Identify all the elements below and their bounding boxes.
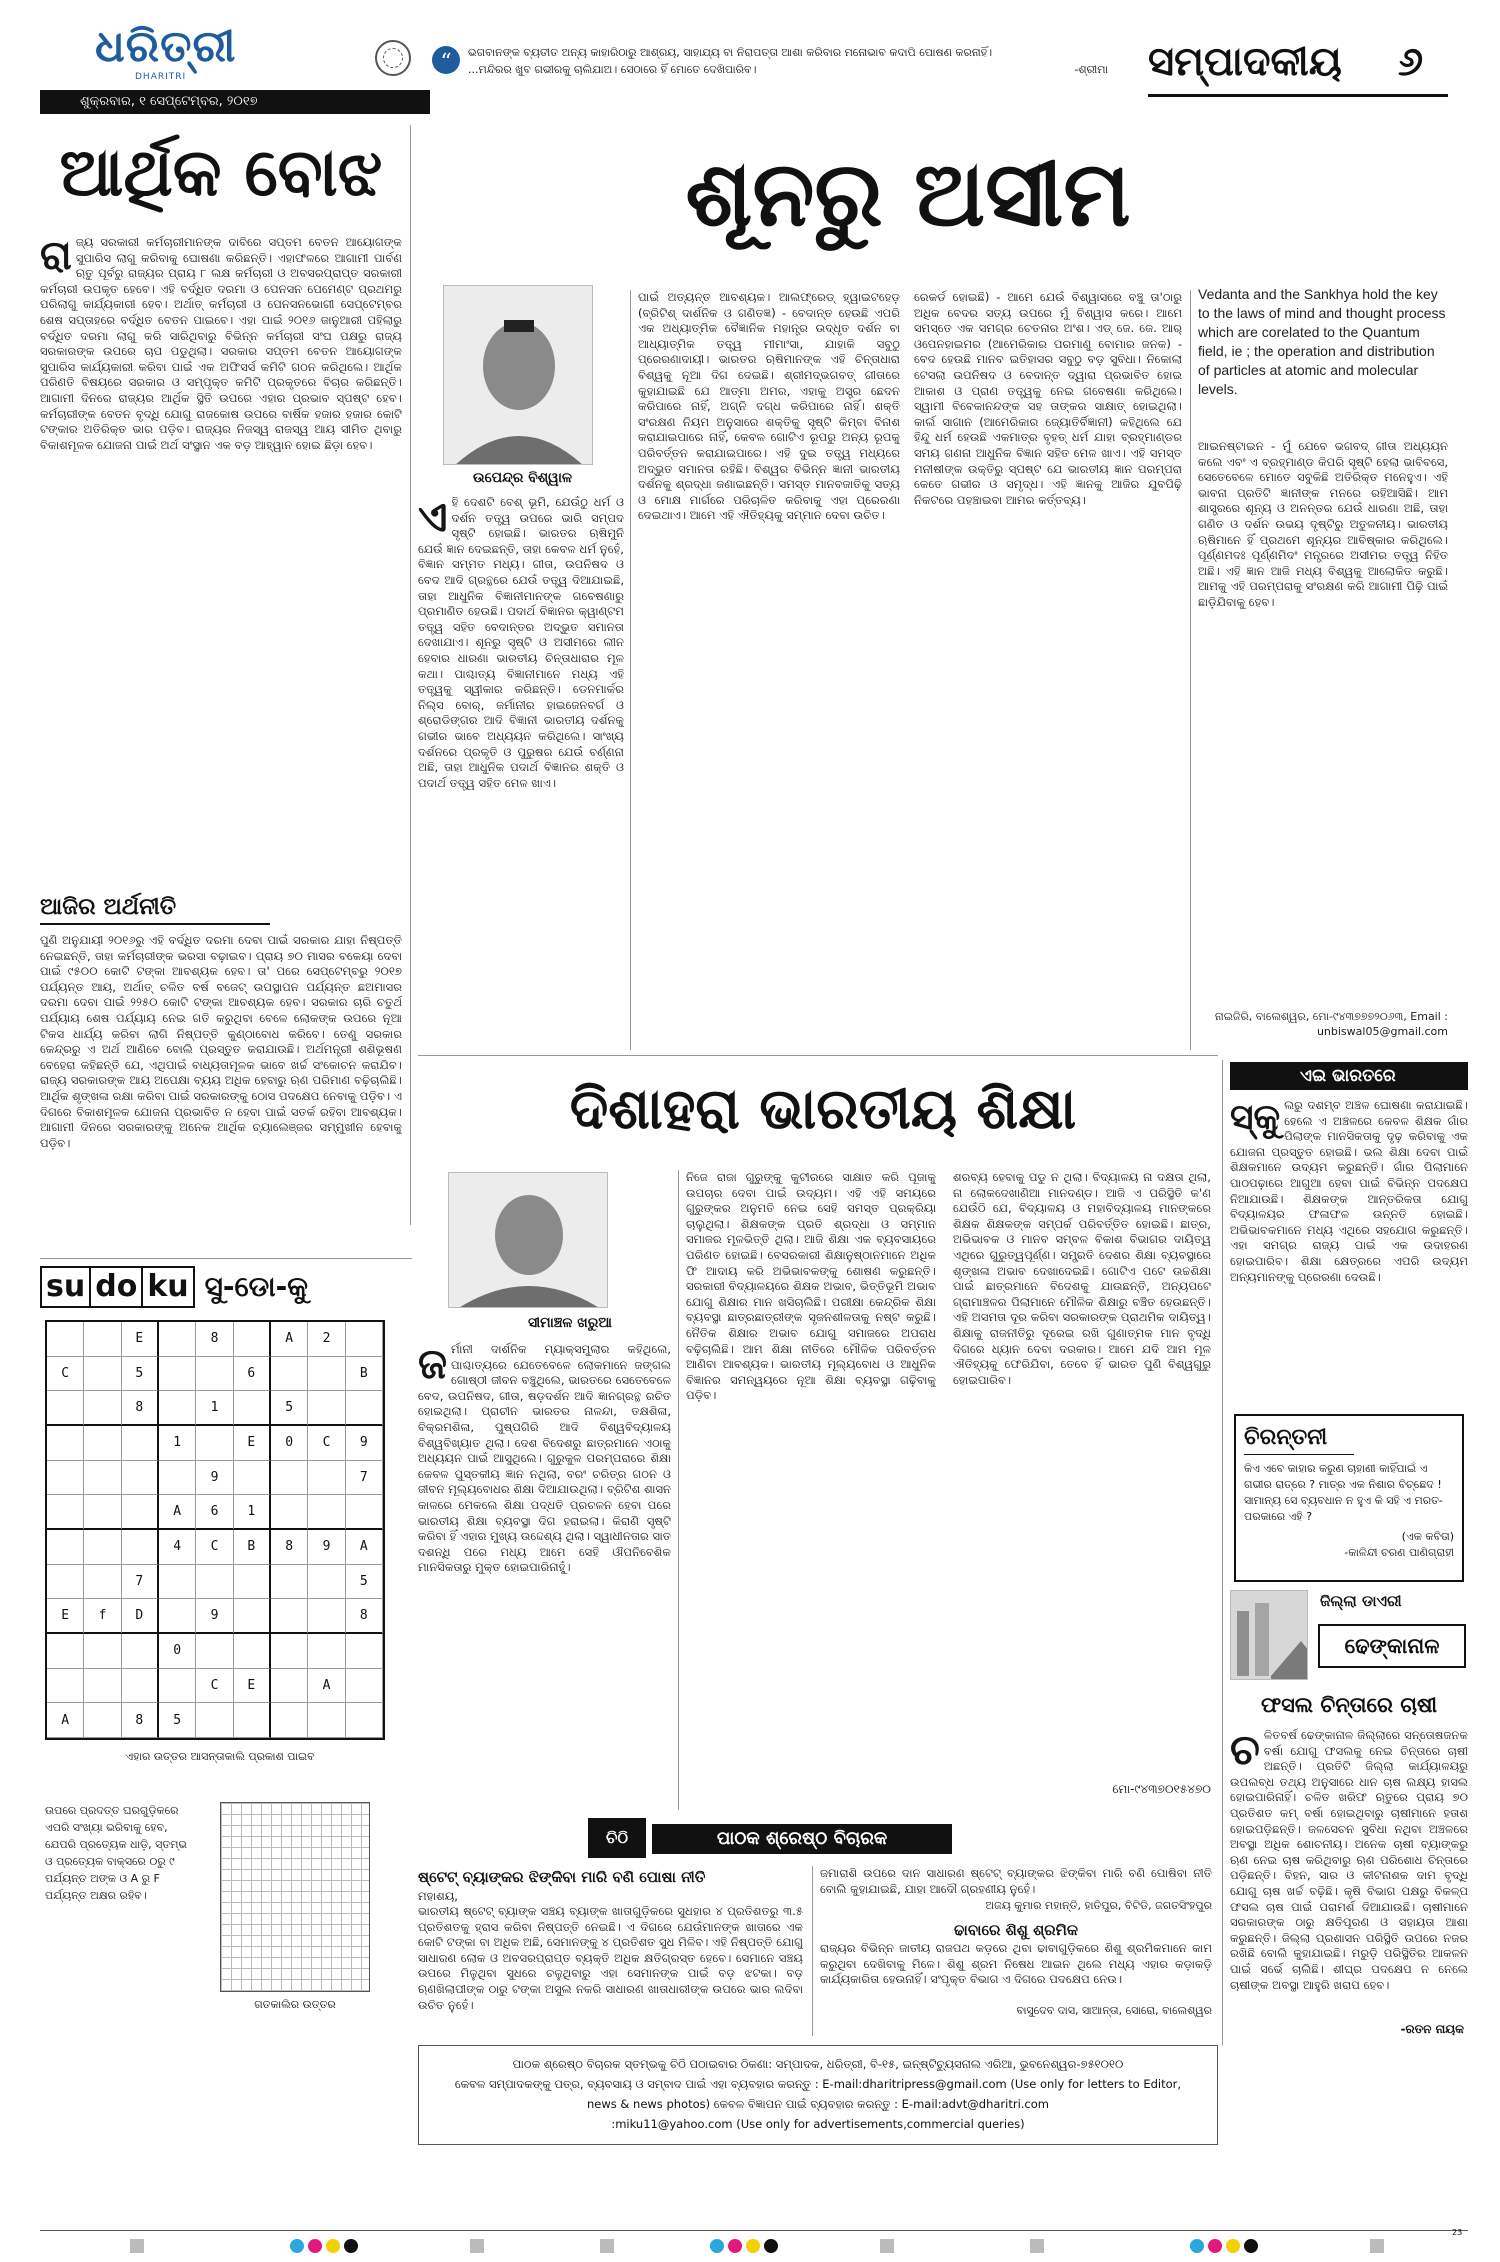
reader-letters-title: ପାଠକ ଶ୍ରେଷ୍ଠ ବିଚାରକ [652, 1824, 952, 1854]
daily-quote [468, 44, 1108, 78]
column-divider [1222, 1060, 1223, 2045]
article1-drop-cap: ଏ [418, 495, 448, 541]
sudoku-cell[interactable] [84, 1357, 121, 1392]
sudoku-cell[interactable] [196, 1426, 233, 1461]
section-underline [1148, 94, 1448, 97]
sudoku-cell[interactable]: 7 [122, 1565, 159, 1600]
sudoku-cell[interactable] [47, 1565, 84, 1600]
editorial [40, 125, 402, 1240]
sudoku-cell[interactable]: 1 [234, 1495, 271, 1530]
logo [95, 22, 285, 88]
logo-text: ଧରିତ୍ରୀ [95, 21, 237, 72]
sudoku-cell[interactable] [271, 1599, 308, 1634]
ei-bharatare-body: ଲରୁ ଦଶମ୍ବ ଅଞ୍ଚଳ ଘୋଷଣା କରାଯାଇଛି। ହେଲେ ଏ ଅଞ୍ଚଳରେ କେବଳ ଶିକ୍ଷକ ଗାଁର ପିଲାଙ୍କ ମାନସିକତାକୁ ଦୃଢ଼ କରିବାକୁ ଏକ ଯୋଜନା ପ୍ରସ୍ତୁତ ହୋଇଛି। ଭଲ ଶିକ୍ଷା ଦେବା ପାଇଁ ଶିକ୍ଷକମାନେ ଉଦ୍ୟମ କରୁଛନ୍ତି। ଗାଁର ପିଲାମାନେ ପାଠପଢ଼ାରେ ଆଗୁଆ ହେବା ପାଇଁ ବିଭିନ୍ନ ପଦକ୍ଷେପ ନିଆଯାଉଛି। ଶିକ୍ଷକଙ୍କ ଆନ୍ତରିକତା ଯୋଗୁ ବିଦ୍ୟାଳୟର ଫଳାଫଳ ଉନ୍ନତି ହୋଇଛି। ଅଭିଭାବକମାନେ ମଧ୍ୟ ଏଥିରେ ସହଯୋଗ କରୁଛନ୍ତି। ଏହା ସମଗ୍ର ରାଜ୍ୟ ପାଇଁ ଏକ ଉଦାହରଣ ହୋଇପାରିବ। ଶିକ୍ଷା କ୍ଷେତ୍ରରେ ଏପରି ଉଦ୍ୟମ ଅନ୍ୟମାନଙ୍କୁ ପ୍ରେରଣା ଦେଉଛି। [1230, 1098, 1468, 1284]
article2-col2: ନିଜେ ରାଜା ଗୁରୁଙ୍କୁ କୁଟୀରରେ ସାକ୍ଷାତ କରି ପୂଜାକୁ ଉପଚାର ଦେବା ପାଇଁ ଉଦ୍ୟମ। ଏହି ଏହି ସମୟରେ ଗୁରୁଙ୍କର ଅନୁମତି ନେଇ ସେହି ସମସ୍ତ ପ୍ରକ୍ରିୟା ଚାଲୁଥିଲା। ଶିକ୍ଷକଙ୍କ ପ୍ରତି ଶ୍ରଦ୍ଧା ଓ ସମ୍ମାନ ସମାଜର ମୂଳଭିତ୍ତି ଥିଲା। ଆଜି ଶିକ୍ଷା ଏକ ବ୍ୟବସାୟରେ ପରିଣତ ହୋଇଛି। ବେସରକାରୀ ଶିକ୍ଷାନୁଷ୍ଠାନମାନେ ଅଧିକ ଫି ଆଦାୟ କରି ଅଭିଭାବକଙ୍କୁ ଶୋଷଣ କରୁଛନ୍ତି। ସରକାରୀ ବିଦ୍ୟାଳୟରେ ଶିକ୍ଷକ ଅଭାବ, ଭିତ୍ତିଭୂମି ଅଭାବ ଯୋଗୁ ଶିକ୍ଷାର ମାନ ଖସିଚାଲିଛି। ପରୀକ୍ଷା କେନ୍ଦ୍ରିକ ଶିକ୍ଷା ବ୍ୟବସ୍ଥା ଛାତ୍ରଛାତ୍ରୀଙ୍କ ସୃଜନଶୀଳତାକୁ ନଷ୍ଟ କରୁଛି। ନୈତିକ ଶିକ୍ଷାର ଅଭାବ ଯୋଗୁ ସମାଜରେ ଅପରାଧ ବଢ଼ିଚାଲିଛି। ଆମ ଶିକ୍ଷା ନୀତିରେ ମୌଳିକ ପରିବର୍ତ୍ତନ ଆଣିବା ଆବଶ୍ୟକ। ଭାରତୀୟ ମୂଲ୍ୟବୋଧ ଓ ଆଧୁନିକ ବିଜ୍ଞାନର ସମନ୍ୱୟରେ ନୂଆ ଶିକ୍ଷା ବ୍ୟବସ୍ଥା ଗଢ଼ିବାକୁ ପଡ଼ିବ। [686, 1170, 936, 1403]
zilla-drop-cap: ଚ [1230, 1728, 1260, 1774]
sudoku-cell[interactable] [47, 1634, 84, 1669]
column-divider [630, 290, 631, 1050]
sudoku-cell[interactable]: 5 [159, 1703, 196, 1738]
sudoku-cell[interactable] [346, 1634, 383, 1669]
print-registration-marks [0, 2228, 1500, 2262]
letter1-body: ଭାରତୀୟ ଷ୍ଟେଟ୍ ବ୍ୟାଙ୍କ ସଞ୍ଚୟ ବ୍ୟାଙ୍କ ଖାତାଗୁଡ଼ିକରେ ସୁଧହାର ୪ ପ୍ରତିଶତରୁ ୩.୫ ପ୍ରତିଶତକୁ ହ୍ରାସ କରିବା ନିଷ୍ପତ୍ତି ନେଇଛି। ଏ ଦିଗରେ ଯେଉଁମାନଙ୍କ ଖାତାରେ ଏକ କୋଟି ଟଙ୍କା ବା ଅଧିକ ଅଛି, ସେମାନଙ୍କୁ ୪ ପ୍ରତିଶତ ସୁଧ ମିଳିବ। ଏହି ନିଷ୍ପତ୍ତି ଯୋଗୁ ସାଧାରଣ ଲୋକ ଓ ଅବସରପ୍ରାପ୍ତ ବ୍ୟକ୍ତି ଅଧିକ କ୍ଷତିଗ୍ରସ୍ତ ହେବେ। ସେମାନେ ସଞ୍ଚୟ ଉପରେ ମିଳୁଥିବା ସୁଧରେ ଚଳୁଥିବାରୁ ଏହା ସେମାନଙ୍କ ପାଇଁ ବଡ଼ ଝଟକା। ବଡ଼ ଋଣଖିଲାପୀଙ୍କ ଠାରୁ ଟଙ୍କା ଅସୁଲ ନକରି ସାଧାରଣ ଖାତାଧାରୀଙ୍କ ଉପରେ ଭାର ଲଦିବା ଉଚିତ ନୁହେଁ। [418, 1904, 803, 2012]
sudoku-cell[interactable] [84, 1391, 121, 1426]
article-shunaru-asima [418, 125, 1468, 1060]
editorial-body-2: ପୁଣି ଅନୁଯାୟୀ ୨୦୧୬ରୁ ଏହି ବର୍ଦ୍ଧିତ ଦରମା ଦେବା ପାଇଁ ସରକାର ଯାହା ନିଷ୍ପତ୍ତି ନେଇଛନ୍ତି, ତାହା କର୍ମଚାରୀଙ୍କ ଭରସା ବଢ଼ାଇବ। ପ୍ରାୟ ୭୦ ମାସର ବକେୟା ଦେବା ପାଇଁ ୯୫୦୦ କୋଟି ଟଙ୍କା ଆବଶ୍ୟକ ହେବ। ତା' ପରେ ସେପ୍ଟେମ୍ବରୁ ୨୦୧୭ ପର୍ଯ୍ୟନ୍ତ ଆୟ, ଅର୍ଥାତ୍ ଚଳିତ ବର୍ଷ ବଜେଟ୍ ଉପସ୍ଥାପନ ପର୍ଯ୍ୟନ୍ତ ଛଅମାସର ଦରମା ଦେବା ପାଇଁ ୨୨୫୦ କୋଟି ଟଙ୍କା ଆବଶ୍ୟକ ହେବ। ସରକାର ଚାରି ଚତୁର୍ଥ ପର୍ଯ୍ୟାୟ ଶେଷ ପର୍ଯ୍ୟାୟ ନେଇ ଗତି କରୁଥିବା ବେଳେ ଲୋକଙ୍କ ଉପରେ ନୂଆ ଟିକସ ଧାର୍ଯ୍ୟ କରିବା ଲାଗି ନିଷ୍ପତ୍ତି କୁଣ୍ଠାବୋଧ କରିବେ। ତେଣୁ ସରକାର କେନ୍ଦ୍ରରୁ ଏ ଅର୍ଥ ଆଣିବେ ବୋଲି ପ୍ରସ୍ତୁତ କରାଯାଉଛି। ଅର୍ଥମନ୍ତ୍ରୀ ଶଶିଭୂଷଣ ବେହେରା କହିଛନ୍ତି ଯେ, ଏଥିପାଇଁ ବାଧ୍ୟତାମୂଳକ ଭାବେ ଖର୍ଚ୍ଚ ସଂକୋଚନ କରାଯିବ। ରାଜ୍ୟ ସରକାରଙ୍କ ଆୟ ଅପେକ୍ଷା ବ୍ୟୟ ଅଧିକ ହେବାରୁ ଋଣ ପରିମାଣ ବଢ଼ିଚାଲିଛି। ଆର୍ଥିକ ଶୃଙ୍ଖଳା ରକ୍ଷା କରିବା ପାଇଁ ସରକାରଙ୍କୁ ଠୋସ ପଦକ୍ଷେପ ନେବାକୁ ପଡ଼ିବ। ଏ ଦିଗରେ ବିକାଶମୂଳକ ଯୋଜନା ପ୍ରଭାବିତ ନ ହେବା ପାଇଁ ସତର୍କ ରହିବା ଆବଶ୍ୟକ। ଆଗାମୀ ଦିନରେ ସରକାରଙ୍କୁ ଅନେକ ଆର୍ଥିକ ଚ୍ୟାଲେଞ୍ଜର ସମ୍ମୁଖୀନ ହେବାକୁ ପଡ଼ିବ। [40, 933, 402, 1150]
letter2-title: ଢାବାରେ ଶିଶୁ ଶ୍ରମିକ [954, 1921, 1078, 1939]
sudoku-cell[interactable] [159, 1599, 196, 1634]
sudoku-cell[interactable] [271, 1669, 308, 1704]
chirantani-title: ଚିରନ୍ତନୀ [1244, 1422, 1354, 1455]
sudoku-cell[interactable] [271, 1565, 308, 1600]
sudoku-cell[interactable] [234, 1565, 271, 1600]
article1-byline: ଉପେନ୍ଦ୍ର ବିଶ୍ୱାଳ [473, 470, 573, 486]
sudoku-cell[interactable]: B [234, 1530, 271, 1565]
sudoku-cell[interactable]: E [122, 1322, 159, 1357]
editorial-body: ଜ୍ୟ ସରକାରୀ କର୍ମଚାରୀମାନଙ୍କ ଦାବିରେ ସପ୍ତମ ବେତନ ଆୟୋଗଙ୍କ ସୁପାରିସ ଲାଗୁ କରିବାକୁ ଘୋଷଣା କରିଛନ୍ତି। ଏହାଫଳରେ ଆଗାମୀ ପାର୍ବଣ ଋତୁ ପୂର୍ବରୁ ରାଜ୍ୟର ପ୍ରାୟ ୮ ଲକ୍ଷ କର୍ମଚାରୀ ଓ ଅବସରପ୍ରାପ୍ତ ସରକାରୀ କର୍ମଚାରୀ ଉପକୃତ ହେବେ। ଏହି ବର୍ଦ୍ଧିତ ଦରମା ଓ ପେନସନ ପେମେଣ୍ଟ ପ୍ରଥମରୁ ପରିଲାଗୁ କାର୍ଯ୍ୟକାରୀ ହେବ। ଅର୍ଥାତ୍ କର୍ମଚାରୀ ଓ ପେନସନଭୋଗୀ ସେପ୍ଟେମ୍ବର ଶେଷ ସପ୍ତାହରେ ବର୍ଦ୍ଧିତ ବେତନ ପାଇବେ। ଏହା ପାଇଁ ୨୦୧୬ ଜାନୁଆରୀ ପହିଲାରୁ ବର୍ଦ୍ଧିତ ଦରମା ଲାଗୁ କରି ସାରିଥିବାରୁ ବିଭିନ୍ନ କର୍ମଚାରୀ ସଂଘ ପକ୍ଷରୁ ରାଜ୍ୟ ସରକାରଙ୍କ ଉପରେ ଚାପ ପଡୁଥିଲା। ସରକାର ସପ୍ତମ ବେତନ ଆୟୋଗଙ୍କ ସୁପାରିସ କାର୍ଯ୍ୟକାରୀ କରିବା ପାଇଁ ଏକ ଅଫିସର୍ସ କମିଟି ଗଠନ କରିଥିଲେ। ଆର୍ଥିକ ପରିଣତି ବିଷୟରେ ସରକାର ଓ ସମ୍ପୃକ୍ତ କମିଟି ପ୍ରକୃତରେ ବିଚାର କରିଛନ୍ତି। ଆଗାମୀ ଦିନରେ ରାଜ୍ୟର ଆର୍ଥିକ ସ୍ଥିତି ଉପରେ ଏହାର ପ୍ରଭାବ ସ୍ପଷ୍ଟ ହେବ। କର୍ମଚାରୀଙ୍କ ବେତନ ବୃଦ୍ଧି ଯୋଗୁ ରାଜକୋଷ ଉପରେ ବାର୍ଷିକ ହଜାର ହଜାର କୋଟି ଟଙ୍କାର ଅତିରିକ୍ତ ଭାର ପଡ଼ିବ। ରାଜ୍ୟର ନିଜସ୍ୱ ରାଜସ୍ୱ ଆୟ ସୀମିତ ଥିବାରୁ ବିକାଶମୂଳକ ଯୋଜନା ପାଇଁ ଅର୍ଥ ସଂସ୍ଥାନ ଏକ ବଡ଼ ଆହ୍ୱାନ ହୋଇ ଛିଡ଼ା ହେବ। [40, 235, 402, 452]
sudoku-cell[interactable] [346, 1391, 383, 1426]
section-title: ସମ୍ପାଦକୀୟ [1148, 39, 1342, 85]
sudoku-cell[interactable]: D [122, 1599, 159, 1634]
footer-line-3: news & news photos) କେବଳ ବିଜ୍ଞାପନ ପାଇଁ ବ୍ୟବହାର କରନ୍ତୁ : E-mail:advt@dharitri.com [587, 2097, 1049, 2111]
sudoku-cell[interactable] [47, 1669, 84, 1704]
sudoku-cell[interactable]: C [47, 1357, 84, 1392]
sudoku-cell[interactable] [84, 1530, 121, 1565]
district-name: ଢେଙ୍କାନାଳ [1318, 1624, 1466, 1668]
sudoku-cell[interactable] [47, 1495, 84, 1530]
sudoku-title [40, 1262, 412, 1312]
article2-footer: ମୋ-୯୪୩୭୦୧୫୪୭୦ [1112, 1782, 1211, 1796]
sudoku-cell[interactable]: A [159, 1495, 196, 1530]
sudoku-cell[interactable]: A [308, 1669, 345, 1704]
zilla-diary [1230, 1590, 1468, 2045]
sudoku-cell[interactable]: 9 [308, 1530, 345, 1565]
sudoku-cell[interactable]: B [346, 1357, 383, 1392]
sudoku-note: ଏହାର ଉତ୍ତର ଆସନ୍ତାକାଲି ପ୍ରକାଶ ପାଇବ [125, 1750, 315, 1763]
article2-col3: ଶରବ୍ୟ ହେବାକୁ ପଡୁ ନ ଥିଲା। ବିଦ୍ୟାଳୟ ନା ଦକ୍ଷତା ଥିଲା, ନା ଲୋକଦେଖାଣିଆ ମାନଦଣ୍ଡ। ଆଜି ଏ ପରିସ୍ଥିତି କ'ଣ ଯେଉଁଠି ଯେ, ବିଦ୍ୟାଳୟ ଓ ମହାବିଦ୍ୟାଳୟ ମାନଙ୍କରେ ଶିକ୍ଷକ ଶିକ୍ଷକଙ୍କ ସମ୍ପର୍କ ପରିବର୍ତ୍ତିତ ହୋଇଛି। ଛାତ୍ର, ଅଭିଭାବକ ଓ ମାନବ ସମ୍ବଳ ବିକାଶ ବିଭାଗର ଦାୟିତ୍ୱ ଏଥିରେ ଗୁରୁତ୍ୱପୂର୍ଣ୍ଣ। ସମ୍ପ୍ରତି ଦେଶର ଶିକ୍ଷା ବ୍ୟବସ୍ଥାରେ ଶୃଙ୍ଖଳା ଅଭାବ ଦେଖାଦେଇଛି। ଗୋଟିଏ ପଟେ ଉଚ୍ଚଶିକ୍ଷା ପାଇଁ ଛାତ୍ରମାନେ ବିଦେଶକୁ ଯାଉଛନ୍ତି, ଅନ୍ୟପଟେ ଗ୍ରାମାଞ୍ଚଳର ପିଲାମାନେ ମୌଳିକ ଶିକ୍ଷାରୁ ବଞ୍ଚିତ ହେଉଛନ୍ତି। ଏହି ଅସମତା ଦୂର କରିବା ସରକାରଙ୍କ ପ୍ରାଥମିକ ଦାୟିତ୍ୱ। ଶିକ୍ଷାକୁ ରାଜନୀତିରୁ ଦୂରେଇ ରଖି ଗୁଣାତ୍ମକ ମାନ ବୃଦ୍ଧି ଦିଗରେ ଧ୍ୟାନ ଦେବା ଦରକାର। ଆମେ ଯଦି ଆମ ମୂଳ ଐତିହ୍ୟକୁ ଫେରିଯିବା, ତେବେ ହିଁ ଭାରତ ପୁଣି ବିଶ୍ୱଗୁରୁ ହୋଇପାରିବ। [953, 1170, 1211, 1387]
sudoku-cell[interactable] [84, 1495, 121, 1530]
letter2-body: ରାଜ୍ୟର ବିଭିନ୍ନ ଜାତୀୟ ରାଜପଥ କଡ଼ରେ ଥିବା ଢାବାଗୁଡ଼ିକରେ ଶିଶୁ ଶ୍ରମିକମାନେ କାମ କରୁଥିବା ଦେଖିବାକୁ ମିଳେ। ଶିଶୁ ଶ୍ରମ ନିଷେଧ ଆଇନ ଥିଲେ ମଧ୍ୟ ଏହାର କଡ଼ାକଡ଼ି କାର୍ଯ୍ୟକାରିତା ହେଉନାହିଁ। ସଂପୃକ୍ତ ବିଭାଗ ଏ ଦିଗରେ ପଦକ୍ଷେପ ନେଉ। [820, 1941, 1212, 1987]
date-bar [40, 90, 430, 114]
sudoku-cell[interactable] [346, 1495, 383, 1530]
sudoku-cell[interactable] [196, 1565, 233, 1600]
sudoku-cell[interactable] [159, 1461, 196, 1496]
sudoku-cell[interactable]: 8 [346, 1599, 383, 1634]
sudoku-cell[interactable]: 7 [346, 1461, 383, 1496]
sudoku-cell[interactable] [196, 1634, 233, 1669]
article1-english-quote: Vedanta and the Sankhya hold the key to the laws of mind and thought process which are corelated to the Quantum field, ie ; the operation and distribution of particles at atomic and molecular levels. [1198, 286, 1446, 397]
sudoku-cell[interactable] [47, 1426, 84, 1461]
article1-col3: ରେକର୍ଡ ହୋଇଛି) - ଆମେ ଯେଉଁ ବିଶ୍ୱାସରେ ବଞ୍ଚୁ ତା'ଠାରୁ ଅଧିକ ବେଦର ସତ୍ୟ ଉପରେ ମୁଁ ବିଶ୍ୱାସ କରେ। ଆମେ ସମସ୍ତେ ଏକ ସମଗ୍ର ଚେତନାର ଅଂଶ। ଏଡ୍ ଜେ. ଜେ. ଆର୍ ଓପେନହାଇମର (ଆମେରିକାର ପରମାଣୁ ବୋମାର ଜନକ) - ବେଦ ହେଉଛି ମାନବ ଇତିହାସର ସବୁଠୁ ବଡ଼ ସୁବିଧା। ନିକୋଲା ଟେସଲା ଉପନିଷଦ ଓ ବେଦାନ୍ତ ଦ୍ୱାରା ପ୍ରଭାବିତ ହୋଇ ଆକାଶ ଓ ପ୍ରାଣ ତତ୍ତ୍ୱକୁ ନେଇ ଗବେଷଣା କରିଥିଲେ। ସ୍ୱାମୀ ବିବେକାନନ୍ଦଙ୍କ ସହ ତାଙ୍କର ସାକ୍ଷାତ୍ ହୋଇଥିଲା। କାର୍ଲ ସାଗାନ (ଆମେରିକାର ଜ୍ୟୋତିର୍ବିଜ୍ଞାନୀ) କହିଥିଲେ ଯେ ହିନ୍ଦୁ ଧର୍ମ ହେଉଛି ଏକମାତ୍ର ବୃହତ୍ ଧର୍ମ ଯାହା ବ୍ରହ୍ମାଣ୍ଡର ସମୟ ଗଣନା ଆଧୁନିକ ବିଜ୍ଞାନ ସହିତ ମେଳ ଖାଏ। ଏହି ସମସ୍ତ ମନୀଷୀଙ୍କ ଉକ୍ତିରୁ ସ୍ପଷ୍ଟ ଯେ ଭାରତୀୟ ଜ୍ଞାନ ପରମ୍ପରା କେତେ ଗଭୀର ଓ ସମୃଦ୍ଧ। ଏହି ଜ୍ଞାନକୁ ଆଜିର ଯୁବପିଢ଼ି ନିକଟରେ ପହଞ୍ଚାଇବା ଆମର କର୍ତ୍ତବ୍ୟ। [914, 290, 1182, 507]
sudoku-cell[interactable]: 1 [159, 1426, 196, 1461]
article2-byline: ସୀମାଞ୍ଚଳ ଖରୁଆ [528, 1315, 612, 1331]
sudoku-cell[interactable] [122, 1669, 159, 1704]
sudoku-cell[interactable]: A [47, 1703, 84, 1738]
sudoku-cell[interactable]: 6 [234, 1357, 271, 1392]
quote-line-1: ଭଗବାନଙ୍କ ବ୍ୟତୀତ ଅନ୍ୟ କାହାରିଠାରୁ ଆଶ୍ରୟ, ସାହାଯ୍ୟ ବା ନିରାପତ୍ତା ଆଶା କରିବାର ମନୋଭାବ କଦାପି ପୋଷଣ କରନାହିଁ। [468, 46, 993, 59]
sudoku-cell[interactable] [234, 1391, 271, 1426]
bottom-rule [40, 2230, 1468, 2231]
letter1-title: ଷ୍ଟେଟ୍ ବ୍ୟାଙ୍କର ଝିଙ୍କିବା ମାରି ବଣି ପୋଷା ନୀତି [418, 1868, 706, 1886]
sudoku-cell[interactable]: 9 [196, 1599, 233, 1634]
sudoku-cell[interactable] [47, 1322, 84, 1357]
article2-col1: ର୍ମାନୀ ଦାର୍ଶନିକ ମ୍ୟାକ୍ସମୁଲାର କହିଥିଲେ, ପାଶ୍ଚାତ୍ୟରେ ଯେତେବେଳେ ଲୋକମାନେ ଜଙ୍ଗଲ ଗୋଷ୍ଠୀ ଜୀବନ ବଞ୍ଚୁଥିଲେ, ଭାରତରେ ସେତେବେଳେ ବେଦ, ଉପନିଷଦ, ଗୀତା, ଷଡ଼ଦର୍ଶନ ଆଦି ଜ୍ଞାନଗ୍ରନ୍ଥ ରଚିତ ହୋଇଥିଲା। ପ୍ରାଚୀନ ଭାରତର ନାଳନ୍ଦା, ତକ୍ଷଶିଳା, ବିକ୍ରମଶିଳା, ପୁଷ୍ପଗିରି ଆଦି ବିଶ୍ୱବିଦ୍ୟାଳୟ ବିଶ୍ୱବିଖ୍ୟାତ ଥିଲା। ଦେଶ ବିଦେଶରୁ ଛାତ୍ରମାନେ ଏଠାକୁ ଅଧ୍ୟୟନ ପାଇଁ ଆସୁଥିଲେ। ଗୁରୁକୁଳ ପରମ୍ପରାରେ ଶିକ୍ଷା କେବଳ ପୁସ୍ତକୀୟ ଜ୍ଞାନ ନଥିଲା, ବରଂ ଚରିତ୍ର ଗଠନ ଓ ଜୀବନ ମୂଲ୍ୟବୋଧର ଶିକ୍ଷା ଦିଆଯାଉଥିଲା। ବ୍ରିଟିଶ ଶାସନ କାଳରେ ମେକଲେ ଶିକ୍ଷା ପଦ୍ଧତି ପ୍ରଚଳନ ହେବା ପରେ ଭାରତୀୟ ଶିକ୍ଷା ବ୍ୟବସ୍ଥା ଦିଗ ହରାଇଲା। କିରାଣି ସୃଷ୍ଟି କରିବା ହିଁ ଏହାର ମୁଖ୍ୟ ଉଦ୍ଦେଶ୍ୟ ଥିଲା। ସ୍ୱାଧୀନତାର ସାତ ଦଶନ୍ଧି ପରେ ମଧ୍ୟ ଆମେ ସେହି ଔପନିବେଶିକ ମାନସିକତାରୁ ମୁକ୍ତ ହୋଇପାରିନାହୁଁ। [418, 1342, 671, 1575]
zilla-diary-label: ଜିଲ୍ଲା ଡାଏରୀ [1320, 1592, 1402, 1610]
sudoku-cell[interactable] [308, 1391, 345, 1426]
column-divider [678, 1170, 679, 1810]
sudoku-cell[interactable]: 6 [196, 1495, 233, 1530]
sudoku-cell[interactable] [346, 1322, 383, 1357]
column-divider [812, 1866, 813, 2036]
ei-bharatare-title: ଏଇ ଭାରତରେ [1230, 1062, 1468, 1090]
sudoku-cell[interactable] [308, 1565, 345, 1600]
sudoku-cell[interactable] [84, 1461, 121, 1496]
sudoku-cell[interactable] [84, 1634, 121, 1669]
sudoku-cell[interactable] [234, 1634, 271, 1669]
sudoku-cell[interactable] [84, 1322, 121, 1357]
chirantani [1234, 1414, 1464, 1582]
sudoku-cell[interactable] [122, 1426, 159, 1461]
zilla-headline: ଫସଲ ଚିନ୍ତାରେ ଚାଷୀ [1260, 1693, 1438, 1717]
letter-icon: ଚିଠି [588, 1818, 646, 1858]
zilla-author: -ରତନ ନାୟକ [1400, 2022, 1464, 2036]
sudoku-cell[interactable]: 8 [271, 1530, 308, 1565]
quote-line-2: ...ମନ୍ଦିରର ଖୁବ ଗଭୀରକୁ ଚାଲିଯାଅ। ସେଠାରେ ହିଁ ମୋତେ ଦେଖିପାରିବ। [468, 63, 757, 76]
district-photo [1230, 1590, 1308, 1680]
column-divider [1190, 290, 1191, 1050]
sudoku-cell[interactable] [84, 1703, 121, 1738]
sudoku-cell[interactable] [159, 1565, 196, 1600]
editorial-subtitle: ଆଜିର ଅର୍ଥନୀତି [40, 891, 270, 925]
sudoku-cell[interactable]: 4 [159, 1530, 196, 1565]
sudoku-odia-title: ସୁ-ଡୋ-କୁ [204, 1270, 308, 1303]
article-dishahara-shiksha [418, 1060, 1213, 1810]
sudoku-cell[interactable]: C [196, 1530, 233, 1565]
sudoku-title-ku: ku [143, 1266, 194, 1308]
date-text: ଶୁକ୍ରବାର, ୧ ସେପ୍ଟେମ୍ବର, ୨୦୧୭ [80, 94, 258, 109]
column-divider [410, 125, 411, 1225]
sudoku-title-su: su [40, 1266, 91, 1308]
author-photo [443, 285, 593, 465]
article1-col1: ହି ଦେଶଟି ବେଶ୍ ଭୂମି, ଯେଉଁଠୁ ଧର୍ମ ଓ ଦର୍ଶନ ତତ୍ତ୍ୱ ଉପରେ ଭାରି ସମ୍ପଦ ସୃଷ୍ଟି ହୋଇଛି। ଭାରତର ଋଷିମୁନି ଯେଉଁ ଜ୍ଞାନ ଦେଇଛନ୍ତି, ତାହା କେବଳ ଧର୍ମ ନୁହେଁ, ବିଜ୍ଞାନ ସମ୍ମତ ମଧ୍ୟ। ଗୀତା, ଉପନିଷଦ ଓ ବେଦ ଆଦି ଗ୍ରନ୍ଥରେ ଯେଉଁ ତତ୍ତ୍ୱ ଦିଆଯାଇଛି, ତାହା ଆଧୁନିକ ବିଜ୍ଞାନୀମାନଙ୍କ ଗବେଷଣାରୁ ପ୍ରମାଣିତ ହେଉଛି। ପଦାର୍ଥ ବିଜ୍ଞାନର କ୍ୱାଣ୍ଟମ ତତ୍ତ୍ୱ ସହିତ ବେଦାନ୍ତର ଅଦ୍ଭୁତ ସମାନତା ଦେଖାଯାଏ। ଶୂନରୁ ସୃଷ୍ଟି ଓ ଅସୀମରେ ଲୀନ ହେବାର ଧାରଣା ଭାରତୀୟ ଚିନ୍ତାଧାରାର ମୂଳ କଥା। ପାଶ୍ଚାତ୍ୟ ବିଜ୍ଞାନୀମାନେ ମଧ୍ୟ ଏହି ତତ୍ତ୍ୱକୁ ସ୍ୱୀକାର କରିଛନ୍ତି। ଡେନମାର୍କର ନିଲ୍ସ ବୋର୍, ଜର୍ମାନୀର ହାଇଜେନବର୍ଗ ଓ ଶ୍ରୋଡିଙ୍ଗର ଆଦି ବିଜ୍ଞାନୀ ଭାରତୀୟ ଦର୍ଶନକୁ ଗଭୀର ଭାବେ ଅଧ୍ୟୟନ କରିଥିଲେ। ସାଂଖ୍ୟ ଦର୍ଶନରେ ପ୍ରକୃତି ଓ ପୁରୁଷର ଯେଉଁ ବର୍ଣ୍ଣନା ଅଛି, ତାହା ଆଧୁନିକ ପଦାର୍ଥ ବିଜ୍ଞାନର ଶକ୍ତି ଓ ପଦାର୍ଥ ତତ୍ତ୍ୱ ସହିତ ମେଳ ଖାଏ। [418, 495, 624, 790]
emblem-icon [375, 40, 411, 76]
sudoku [40, 1262, 412, 2042]
sudoku-cell[interactable] [84, 1565, 121, 1600]
sudoku-cell[interactable] [308, 1357, 345, 1392]
sudoku-cell[interactable]: 9 [196, 1461, 233, 1496]
sudoku-cell[interactable] [122, 1634, 159, 1669]
sudoku-cell[interactable] [159, 1357, 196, 1392]
chirantani-text: କିଏ ଏବେ କାହାର କରୁଣ ଚାହାଣୀ କାହିଁପାଇଁ ଏ ଗଭୀର ରାତ୍ରେ ? ମାତ୍ର ଏକ ନିଶାର ବିଚ୍ଛେଦ ! ସାମାନ୍ୟ ସେ ବ୍ୟବଧାନ ନ ହୁଏ କି ସହି ଏ ମରତ-ପରକାରେ ଏହି ? [1244, 1462, 1443, 1523]
sudoku-cell[interactable] [196, 1357, 233, 1392]
section-divider [40, 1258, 412, 1259]
letter1-signer: ଅଜୟ କୁମାର ମହାନ୍ତି, ହାତିପୁର, ବିଟିଡି, ଜଗତସିଂହପୁର [985, 1899, 1212, 1912]
logo-subtitle: DHARITRI [135, 72, 187, 82]
sudoku-cell[interactable]: f [84, 1599, 121, 1634]
chirantani-poet: -କାଳିନ୍ଦୀ ଚରଣ ପାଣିଗ୍ରାହୀ [1344, 1546, 1454, 1559]
section-divider [418, 1055, 1218, 1056]
sudoku-cell[interactable] [122, 1461, 159, 1496]
reader-letters [418, 1818, 1216, 2038]
sudoku-answer-grid [220, 1802, 370, 1992]
sudoku-cell[interactable]: 5 [122, 1357, 159, 1392]
sudoku-cell[interactable] [84, 1426, 121, 1461]
sudoku-cell[interactable] [271, 1357, 308, 1392]
sudoku-cell[interactable]: 8 [196, 1322, 233, 1357]
footer-line-1: ପାଠକ ଶ୍ରେଷ୍ଠ ବିଚାରକ ସ୍ତମ୍ଭକୁ ଚିଠି ପଠାଇବାର ଠିକଣା: ସମ୍ପାଦକ, ଧରିତ୍ରୀ, ବି-୧୫, ଇନ୍ଷ୍ଟିଚ୍ୟୁସନାଲ ଏରିଆ, ଭୁବନେଶ୍ୱର-୭୫୧୦୧୦ [512, 2057, 1124, 2071]
sudoku-cell[interactable]: 8 [122, 1391, 159, 1426]
sudoku-cell[interactable]: C [308, 1426, 345, 1461]
sudoku-answer-label: ଗତକାଲିର ଉତ୍ତର [254, 1998, 336, 2011]
sudoku-cell[interactable] [271, 1634, 308, 1669]
sudoku-cell[interactable] [84, 1669, 121, 1704]
sudoku-cell[interactable] [308, 1599, 345, 1634]
print-page-number: 23 [1452, 2228, 1463, 2237]
sudoku-cell[interactable]: 5 [271, 1391, 308, 1426]
sudoku-cell[interactable] [234, 1599, 271, 1634]
article1-title: ଶୂନରୁ ଅସୀମ [685, 142, 1131, 247]
editorial-title: ଆର୍ଥିକ ବୋଝ [59, 134, 383, 211]
sudoku-title-do: do [91, 1266, 143, 1308]
sudoku-cell[interactable] [308, 1461, 345, 1496]
sudoku-cell[interactable] [308, 1703, 345, 1738]
sudoku-cell[interactable]: 1 [196, 1391, 233, 1426]
sudoku-cell[interactable]: A [271, 1322, 308, 1357]
sudoku-cell[interactable] [122, 1495, 159, 1530]
sudoku-cell[interactable] [346, 1703, 383, 1738]
sudoku-cell[interactable]: 5 [346, 1565, 383, 1600]
sudoku-cell[interactable] [159, 1322, 196, 1357]
sudoku-cell[interactable] [196, 1703, 233, 1738]
sudoku-cell[interactable]: E [234, 1426, 271, 1461]
sudoku-grid [45, 1320, 385, 1740]
sudoku-cell[interactable] [234, 1322, 271, 1357]
article2-drop-cap: ଜ [418, 1342, 448, 1388]
sudoku-cell[interactable] [346, 1669, 383, 1704]
editorial-drop-cap: ରା [40, 235, 72, 279]
sudoku-cell[interactable]: 0 [159, 1634, 196, 1669]
sudoku-cell[interactable]: E [47, 1599, 84, 1634]
letter1-continued: ଜମାରାଶି ଉପରେ ଦାନ ସାଧାରଣ ଷ୍ଟେଟ୍ ବ୍ୟାଙ୍କର ଝିଙ୍କିବା ମାରି ବଣି ପୋଷିବା ନୀତି ବୋଲି କୁହାଯାଇଛି, ଯାହା ଆଦୌ ଗ୍ରହଣୀୟ ନୁହେଁ। [820, 1866, 1212, 1896]
article1-col4: ଆଇନଷ୍ଟାଇନ - ମୁଁ ଯେବେ ଭଗବଦ୍ ଗୀତା ଅଧ୍ୟୟନ କଲେ ଏବଂ ଏ ବ୍ରହ୍ମାଣ୍ଡ କିପରି ସୃଷ୍ଟି ହେଲା ଭାବିବସେ, ସେତେବେଳେ ମୋତେ ସବୁକିଛି ଅତିରିକ୍ତ ମନେହୁଏ। ଏହି ଭାବନା ପ୍ରତିଟି ଜ୍ଞାନୀଙ୍କ ମନରେ ରହିଆସିଛି। ଆମ ଶାସ୍ତ୍ରରେ ଶୂନ୍ୟ ଓ ଅନନ୍ତର ଯେଉଁ ଧାରଣା ଅଛି, ତାହା ଗଣିତ ଓ ଦର୍ଶନ ଉଭୟ ଦୃଷ୍ଟିରୁ ଅତୁଳନୀୟ। ଭାରତୀୟ ଋଷିମାନେ ହିଁ ପ୍ରଥମେ ଶୂନ୍ୟର ଆବିଷ୍କାର କରିଥିଲେ। ପୂର୍ଣ୍ଣମଦଃ ପୂର୍ଣ୍ଣମିଦଂ ମନ୍ତ୍ରରେ ଅସୀମର ତତ୍ତ୍ୱ ନିହିତ ଅଛି। ଏହି ଜ୍ଞାନ ଆଜି ମଧ୍ୟ ବିଶ୍ୱକୁ ଆଲୋକିତ କରୁଛି। ଆମକୁ ଏହି ପରମ୍ପରାକୁ ସଂରକ୍ଷଣ କରି ଆଗାମୀ ପିଢ଼ି ପାଇଁ ଛାଡ଼ିଯିବାକୁ ହେବ। [1198, 439, 1448, 609]
sudoku-cell[interactable]: 0 [271, 1426, 308, 1461]
sudoku-cell[interactable]: 2 [308, 1322, 345, 1357]
reader-letters-header [588, 1818, 1068, 1858]
sudoku-instructions: ଉପରେ ପ୍ରଦତ୍ତ ଘରଗୁଡ଼ିକରେ ଏପରି ସଂଖ୍ୟା ଭରିବାକୁ ହେବ, ଯେପରି ପ୍ରତ୍ୟେକ ଧାଡ଼ି, ସ୍ତମ୍ଭ ଓ ପ୍ରତ୍ୟେକ ବାକ୍ସରେ ୦ରୁ ୯ ପର୍ଯ୍ୟନ୍ତ ଅଙ୍କ ଓ A ରୁ F ପର୍ଯ୍ୟନ୍ତ ଅକ୍ଷର ରହିବ। [45, 1804, 188, 1902]
zilla-body: ଳିତବର୍ଷ ଢେଙ୍କାନାଳ ଜିଲ୍ଲାରେ ସନ୍ତୋଷଜନକ ବର୍ଷା ଯୋଗୁ ଫସଲକୁ ନେଇ ଚିନ୍ତାରେ ଚାଷୀ ଅଛନ୍ତି। ପ୍ରତିଟି ଜିଲ୍ଲା କାର୍ଯ୍ୟାଳୟରୁ ଉପଲବ୍ଧ ତଥ୍ୟ ଅନୁସାରେ ଧାନ ଚାଷ ଲକ୍ଷ୍ୟ ହାସଲ ହୋଇପାରିନାହିଁ। ଚଳିତ ଖରିଫ ଋତୁରେ ପ୍ରାୟ ୭୦ ପ୍ରତିଶତ କମ୍ ବର୍ଷା ହୋଇଥିବାରୁ ଚାଷୀମାନେ ହତାଶ ହୋଇପଡ଼ିଛନ୍ତି। ଜଳସେଚନ ସୁବିଧା ନଥିବା ଅଞ୍ଚଳରେ ଅବସ୍ଥା ଅଧିକ ଶୋଚନୀୟ। ଅନେକ ଚାଷୀ ବ୍ୟାଙ୍କରୁ ଋଣ ନେଇ ଚାଷ କରିଥିବାରୁ ଋଣ ପରିଶୋଧ ଚିନ୍ତାରେ ପଡ଼ିଛନ୍ତି। ବିହନ, ସାର ଓ କୀଟନାଶକ ଦାମ ବୃଦ୍ଧି ଯୋଗୁ ଚାଷ ଖର୍ଚ୍ଚ ବଢ଼ିଛି। କୃଷି ବିଭାଗ ପକ୍ଷରୁ ବିକଳ୍ପ ଫସଲ ଚାଷ ପାଇଁ ପରାମର୍ଶ ଦିଆଯାଉଛି। ଚାଷୀମାନେ ସରକାରଙ୍କ ଠାରୁ କ୍ଷତିପୂରଣ ଓ ସହାୟତା ଆଶା କରୁଛନ୍ତି। ଜିଲ୍ଲା ପ୍ରଶାସନ ପରିସ୍ଥିତି ଉପରେ ନଜର ରଖିଛି ବୋଲି କୁହାଯାଇଛି। ମରୁଡ଼ି ପରିସ୍ଥିତିର ଆକଳନ ପାଇଁ ସର୍ଭେ ଚାଲିଛି। ଶୀଘ୍ର ପଦକ୍ଷେପ ନ ନେଲେ ଚାଷୀଙ୍କ ଅବସ୍ଥା ଆହୁରି ଖରାପ ହେବ। [1230, 1728, 1468, 1992]
footer-line-4: :miku11@yahoo.com (Use only for advertisements,commercial queries) [611, 2117, 1025, 2131]
sudoku-cell[interactable] [271, 1461, 308, 1496]
sudoku-cell[interactable]: 9 [346, 1426, 383, 1461]
letter2-signer: ବାସୁଦେବ ଦାସ, ସାଆନ୍ତା, ସୋରୋ, ବାଲେଶ୍ୱର [1016, 2004, 1212, 2017]
sudoku-cell[interactable] [47, 1461, 84, 1496]
sudoku-cell[interactable] [47, 1391, 84, 1426]
sudoku-cell[interactable]: E [234, 1669, 271, 1704]
sudoku-cell[interactable] [159, 1391, 196, 1426]
sudoku-cell[interactable] [308, 1495, 345, 1530]
page-number: ୬ [1398, 39, 1424, 85]
sudoku-cell[interactable] [234, 1703, 271, 1738]
footer-contact-box [418, 2045, 1218, 2145]
sudoku-cell[interactable] [159, 1669, 196, 1704]
sudoku-cell[interactable] [234, 1461, 271, 1496]
sudoku-cell[interactable] [308, 1634, 345, 1669]
quote-author: -ଶ୍ରୀମା [1074, 63, 1108, 76]
letter1-salutation: ମହାଶୟ, [418, 1889, 458, 1903]
ei-bharatare [1230, 1062, 1468, 1412]
ei-bharatare-drop-cap: ସ୍କୁ [1230, 1098, 1281, 1138]
article1-col2: ପାଇଁ ଅତ୍ୟନ୍ତ ଆବଶ୍ୟକ। ଆଲଫ୍ରେଡ୍ ହ୍ୱାଇଟହେଡ଼ (ବ୍ରିଟିଶ୍ ଦାର୍ଶନିକ ଓ ଗଣିତଜ୍ଞ) - ବେଦାନ୍ତ ହେଉଛି ଏପରି ଏକ ଅଧ୍ୟାତ୍ମିକ ବୈଜ୍ଞାନିକ ମହାନ୍ତ୍ର ଉଦ୍ଧୃତ ଦର୍ଶନ ବା ଆଧ୍ୟାତ୍ମିକ ତତ୍ତ୍ୱ ମୀମାଂସା, ଯାହାକି ସବୁଠୁ ପ୍ରେରଣାଦାୟୀ। ଭାରତର ଋଷିମାନଙ୍କ ଏହି ଚିନ୍ତାଧାରା ବିଶ୍ୱକୁ ନୂଆ ଦିଗ ଦେଇଛି। ଶ୍ରୀମଦ୍ଭଗବତ୍ ଗୀତାରେ କୁହାଯାଇଛି ଯେ ଆତ୍ମା ଅମର, ଏହାକୁ ଅସ୍ତ୍ର ଛେଦନ କରିପାରେ ନାହିଁ, ଅଗ୍ନି ଦଗ୍ଧ କରିପାରେ ନାହିଁ। ଶକ୍ତି ସଂରକ୍ଷଣ ନିୟମ ଅନୁସାରେ ଶକ୍ତିକୁ ସୃଷ୍ଟି କିମ୍ବା ବିନାଶ କରାଯାଇପାରେ ନାହିଁ, କେବଳ ଗୋଟିଏ ରୂପରୁ ଅନ୍ୟ ରୂପକୁ ପରିବର୍ତ୍ତନ କରାଯାଇପାରେ। ଏହି ଦୁଇ ତତ୍ତ୍ୱ ମଧ୍ୟରେ ଅଦ୍ଭୁତ ସମାନତା ରହିଛି। ବିଶ୍ୱର ବିଭିନ୍ନ ଜ୍ଞାନୀ ଭାରତୀୟ ଦର୍ଶନକୁ ଶ୍ରଦ୍ଧା ଜଣାଇଛନ୍ତି। ସମସ୍ତ ମାନବଜାତିକୁ ସତ୍ୟ ଓ ମୋକ୍ଷ ମାର୍ଗରେ ପରିଚାଳିତ କରିବାକୁ ଏହା ପ୍ରେରଣା ଦେଇଥାଏ। ଆମେ ଏହି ଐତିହ୍ୟକୁ ସମ୍ମାନ ଦେବା ଉଚିତ। [638, 290, 900, 523]
sudoku-cell[interactable]: 8 [122, 1703, 159, 1738]
article1-footer: ନାଇଜିରି, ବାଲେଶ୍ୱର, ମୋ-୯୪୩୭୭୭୨୦୬୩, Email : unbiswal05@gmail.com [1214, 1010, 1448, 1038]
sudoku-cell[interactable] [271, 1495, 308, 1530]
quote-icon: “ [432, 46, 460, 74]
author-photo [448, 1172, 608, 1308]
sudoku-cell[interactable]: C [196, 1669, 233, 1704]
sudoku-cell[interactable] [122, 1530, 159, 1565]
chirantani-source: (ଏକ କବିତା) [1401, 1530, 1454, 1543]
sudoku-cell[interactable] [271, 1703, 308, 1738]
footer-line-2: କେବଳ ସମ୍ପାଦକଙ୍କୁ ପତ୍ର, ବ୍ୟବସାୟ ଓ ସମ୍ବାଦ ପାଇଁ ଏହା ବ୍ୟବହାର କରନ୍ତୁ : E-mail:dharitripress@gmail.com (Use only for letters to Editor, [454, 2077, 1182, 2091]
sudoku-cell[interactable]: A [346, 1530, 383, 1565]
article2-title: ଦିଶାହରା ଭାରତୀୟ ଶିକ୍ଷା [569, 1077, 1077, 1142]
masthead [0, 0, 1500, 112]
sudoku-cell[interactable] [47, 1530, 84, 1565]
